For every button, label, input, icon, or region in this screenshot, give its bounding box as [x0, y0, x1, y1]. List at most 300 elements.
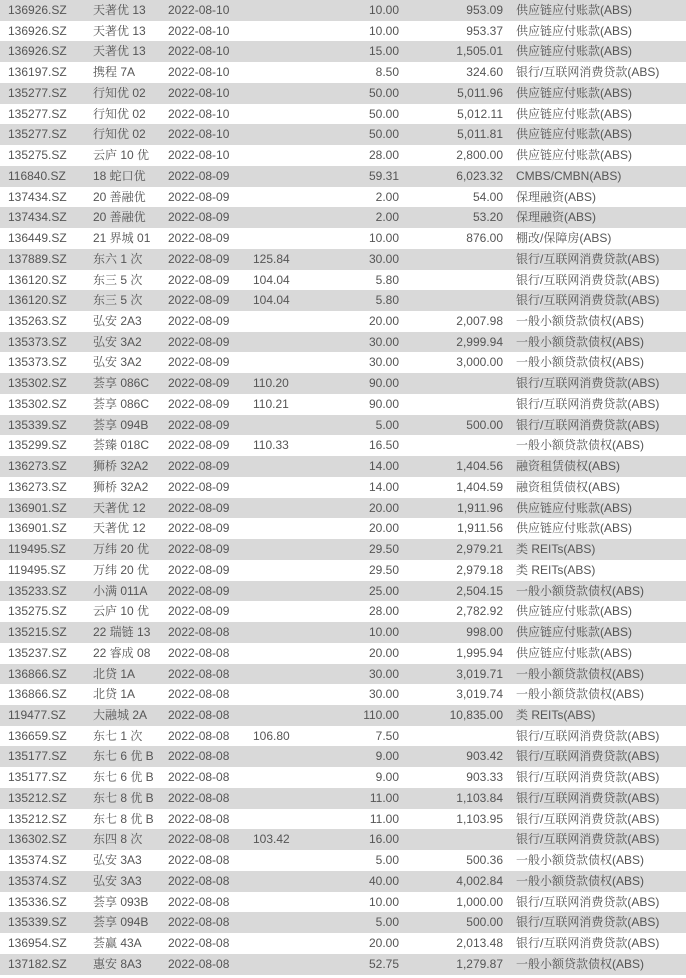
- trade-amount-cell: 59.31: [368, 168, 399, 183]
- table-row: [0, 435, 686, 456]
- trade-amount-cell: 10.00: [368, 3, 399, 17]
- trade-amount-cell: 5.80: [375, 293, 399, 308]
- bond-code-cell: 135339.SZ: [8, 915, 67, 930]
- trade-value-cell: 1,103.84: [456, 790, 503, 805]
- asset-type-cell: 一般小额贷款债权(ABS): [516, 666, 645, 681]
- table-row: [0, 746, 686, 767]
- trade-date-cell: 2022-08-09: [168, 500, 230, 515]
- trade-amount-cell: 10.00: [368, 23, 399, 38]
- asset-type-cell: 保理融资(ABS): [516, 189, 597, 204]
- asset-type-cell: 银行/互联网消费贷款(ABS): [516, 293, 660, 308]
- trade-amount-cell: 20.00: [368, 500, 399, 515]
- trade-price-cell: 125.84: [253, 251, 290, 266]
- trade-date-cell: 2022-08-10: [168, 106, 230, 121]
- trade-date-cell: 2022-08-09: [168, 604, 230, 619]
- trade-price-cell: 110.20: [253, 376, 289, 391]
- table-row: [0, 581, 686, 602]
- table-row: [0, 892, 686, 913]
- bond-name-cell: 荟臻 018C: [93, 438, 150, 453]
- table-row: [0, 829, 686, 850]
- table-row: [0, 104, 686, 125]
- table-row: [0, 332, 686, 353]
- trade-amount-cell: 25.00: [368, 583, 399, 598]
- bond-code-cell: 137182.SZ: [8, 956, 67, 971]
- asset-type-cell: 银行/互联网消费贷款(ABS): [516, 396, 660, 411]
- trade-amount-cell: 2.00: [375, 210, 399, 225]
- trade-date-cell: 2022-08-08: [168, 666, 230, 681]
- bond-code-cell: 135177.SZ: [8, 770, 67, 785]
- bond-code-cell: 136273.SZ: [8, 479, 67, 494]
- trade-amount-cell: 14.00: [368, 479, 399, 494]
- asset-type-cell: 一般小额贷款债权(ABS): [516, 438, 645, 453]
- trade-amount-cell: 11.00: [369, 790, 399, 805]
- asset-type-cell: 供应链应付账款(ABS): [516, 3, 633, 17]
- bond-name-cell: 行知优 02: [93, 106, 146, 121]
- asset-type-cell: 供应链应付账款(ABS): [516, 604, 633, 619]
- bond-code-cell: 136926.SZ: [8, 44, 67, 59]
- trade-date-cell: 2022-08-09: [168, 210, 230, 225]
- trade-price-cell: 104.04: [253, 272, 290, 287]
- trade-value-cell: 54.00: [472, 189, 503, 204]
- bond-name-cell: 云庐 10 优: [93, 148, 150, 163]
- trade-amount-cell: 30.00: [368, 687, 399, 702]
- bond-name-cell: 东六 1 次: [93, 251, 143, 266]
- asset-type-cell: 一般小额贷款债权(ABS): [516, 314, 645, 329]
- bond-code-cell: 135302.SZ: [8, 396, 67, 411]
- asset-type-cell: 银行/互联网消费贷款(ABS): [516, 749, 660, 764]
- asset-type-cell: 银行/互联网消费贷款(ABS): [516, 376, 660, 391]
- bond-name-cell: 东七 6 优 B: [93, 770, 154, 785]
- trade-date-cell: 2022-08-08: [168, 811, 230, 826]
- trade-date-cell: 2022-08-09: [168, 376, 230, 391]
- trade-price-cell: 106.80: [253, 728, 290, 743]
- bond-code-cell: 135336.SZ: [8, 894, 67, 909]
- trade-date-cell: 2022-08-08: [168, 873, 230, 888]
- bond-name-cell: 东七 6 优 B: [93, 749, 154, 764]
- trade-value-cell: 2,504.15: [456, 583, 503, 598]
- table-row: [0, 394, 686, 415]
- table-row: [0, 21, 686, 42]
- trade-amount-cell: 90.00: [368, 396, 399, 411]
- trade-value-cell: 1,404.56: [456, 459, 503, 474]
- table-row: [0, 518, 686, 539]
- bond-name-cell: 东三 5 次: [93, 272, 143, 287]
- trade-value-cell: 1,911.96: [457, 500, 503, 515]
- bond-name-cell: 荟享 086C: [93, 376, 150, 391]
- trade-value-cell: 324.60: [466, 65, 503, 80]
- trade-amount-cell: 5.00: [375, 417, 399, 432]
- asset-type-cell: CMBS/CMBN(ABS): [516, 168, 622, 183]
- trade-value-cell: 4,002.84: [456, 873, 503, 888]
- bond-name-cell: 东四 8 次: [93, 832, 143, 847]
- trade-value-cell: 3,019.74: [456, 687, 503, 702]
- asset-type-cell: 银行/互联网消费贷款(ABS): [516, 915, 660, 930]
- bond-code-cell: 135302.SZ: [8, 376, 67, 391]
- table-row: [0, 539, 686, 560]
- bond-name-cell: 大融城 2A: [93, 707, 148, 722]
- trade-price-cell: 110.21: [253, 396, 289, 411]
- trade-amount-cell: 5.00: [375, 853, 399, 868]
- bond-name-cell: 天著优 13: [93, 23, 146, 38]
- table-row: [0, 207, 686, 228]
- trade-value-cell: 2,782.92: [456, 604, 503, 619]
- table-row: [0, 124, 686, 145]
- bond-name-cell: 携程 7A: [93, 65, 136, 80]
- trade-amount-cell: 20.00: [368, 314, 399, 329]
- bond-code-cell: 135373.SZ: [8, 355, 67, 370]
- trade-value-cell: 3,000.00: [456, 355, 503, 370]
- trade-value-cell: 3,019.71: [456, 666, 503, 681]
- table-row: [0, 0, 686, 21]
- bond-name-cell: 荟享 094B: [93, 915, 149, 930]
- bond-code-cell: 137434.SZ: [8, 210, 67, 225]
- asset-type-cell: 融资租赁债权(ABS): [516, 479, 621, 494]
- bond-name-cell: 北贷 1A: [93, 666, 136, 681]
- trade-amount-cell: 30.00: [368, 251, 399, 266]
- bond-name-cell: 18 蛇口优: [93, 168, 146, 183]
- trade-date-cell: 2022-08-10: [168, 23, 230, 38]
- bond-name-cell: 弘安 3A2: [93, 355, 142, 370]
- asset-type-cell: 类 REITs(ABS): [516, 707, 596, 722]
- bond-code-cell: 136659.SZ: [8, 728, 67, 743]
- trade-amount-cell: 15.00: [368, 44, 399, 59]
- bond-name-cell: 行知优 02: [93, 127, 146, 142]
- asset-type-cell: 类 REITs(ABS): [516, 562, 596, 577]
- bond-code-cell: 136926.SZ: [8, 3, 67, 17]
- asset-type-cell: 供应链应付账款(ABS): [516, 625, 633, 640]
- bond-code-cell: 136954.SZ: [8, 936, 67, 951]
- trade-amount-cell: 10.00: [368, 231, 399, 246]
- asset-type-cell: 保理融资(ABS): [516, 210, 597, 225]
- asset-type-cell: 银行/互联网消费贷款(ABS): [516, 272, 660, 287]
- trade-amount-cell: 110.00: [363, 707, 399, 722]
- trade-amount-cell: 28.00: [368, 148, 399, 163]
- table-row: [0, 83, 686, 104]
- bond-name-cell: 天著优 12: [93, 500, 146, 515]
- table-row: [0, 477, 686, 498]
- trade-price-cell: 104.04: [253, 293, 290, 308]
- asset-type-cell: 银行/互联网消费贷款(ABS): [516, 728, 660, 743]
- trade-date-cell: 2022-08-09: [168, 334, 230, 349]
- trade-price-cell: 103.42: [253, 832, 290, 847]
- trade-value-cell: 2,979.21: [456, 542, 503, 557]
- trade-price-cell: 110.33: [253, 438, 289, 453]
- trade-value-cell: 1,103.95: [456, 811, 503, 826]
- trade-amount-cell: 29.50: [368, 542, 399, 557]
- trade-value-cell: 5,011.81: [457, 127, 503, 142]
- asset-type-cell: 一般小额贷款债权(ABS): [516, 956, 645, 971]
- bond-code-cell: 119495.SZ: [8, 562, 66, 577]
- bond-name-cell: 天著优 13: [93, 3, 146, 17]
- trade-value-cell: 2,979.18: [456, 562, 503, 577]
- bond-name-cell: 弘安 2A3: [93, 314, 142, 329]
- bond-name-cell: 21 界城 01: [93, 231, 151, 246]
- trade-value-cell: 1,911.56: [457, 521, 503, 536]
- table-row: [0, 767, 686, 788]
- table-row: [0, 643, 686, 664]
- trade-value-cell: 1,279.87: [456, 956, 503, 971]
- bond-code-cell: 135215.SZ: [8, 625, 67, 640]
- trade-amount-cell: 7.50: [375, 728, 399, 743]
- bond-code-cell: 136901.SZ: [8, 521, 67, 536]
- trade-amount-cell: 16.50: [368, 438, 399, 453]
- trade-date-cell: 2022-08-09: [168, 168, 230, 183]
- trade-value-cell: 500.00: [466, 915, 503, 930]
- bond-name-cell: 小满 011A: [93, 583, 148, 598]
- bond-name-cell: 弘安 3A3: [93, 873, 142, 888]
- trade-date-cell: 2022-08-09: [168, 314, 230, 329]
- trade-date-cell: 2022-08-09: [168, 542, 230, 557]
- trade-amount-cell: 10.00: [368, 894, 399, 909]
- trade-date-cell: 2022-08-08: [168, 915, 230, 930]
- bond-name-cell: 天著优 12: [93, 521, 146, 536]
- bond-name-cell: 20 善融优: [93, 210, 146, 225]
- table-row: [0, 560, 686, 581]
- bond-code-cell: 135277.SZ: [8, 127, 67, 142]
- trade-amount-cell: 16.00: [368, 832, 399, 847]
- bond-name-cell: 北贷 1A: [93, 687, 136, 702]
- trade-date-cell: 2022-08-08: [168, 894, 230, 909]
- trade-date-cell: 2022-08-08: [168, 956, 230, 971]
- bond-name-cell: 东七 8 优 B: [93, 811, 154, 826]
- asset-type-cell: 银行/互联网消费贷款(ABS): [516, 936, 660, 951]
- trade-value-cell: 953.37: [466, 23, 503, 38]
- trade-amount-cell: 30.00: [368, 355, 399, 370]
- asset-type-cell: 供应链应付账款(ABS): [516, 148, 633, 163]
- trade-date-cell: 2022-08-09: [168, 459, 230, 474]
- table-row: [0, 145, 686, 166]
- bond-code-cell: 136273.SZ: [8, 459, 67, 474]
- bond-name-cell: 弘安 3A3: [93, 853, 142, 868]
- trade-date-cell: 2022-08-10: [168, 44, 230, 59]
- bond-code-cell: 135177.SZ: [8, 749, 67, 764]
- bond-code-cell: 135277.SZ: [8, 106, 67, 121]
- bond-code-cell: 136302.SZ: [8, 832, 67, 847]
- trade-amount-cell: 20.00: [368, 645, 399, 660]
- table-row: [0, 498, 686, 519]
- bond-name-cell: 狮桥 32A2: [93, 459, 149, 474]
- bond-name-cell: 荟享 094B: [93, 417, 149, 432]
- trade-date-cell: 2022-08-08: [168, 832, 230, 847]
- asset-type-cell: 融资租赁债权(ABS): [516, 459, 621, 474]
- bond-code-cell: 136120.SZ: [8, 272, 67, 287]
- asset-type-cell: 供应链应付账款(ABS): [516, 85, 633, 100]
- table-row: [0, 373, 686, 394]
- trade-value-cell: 2,999.94: [456, 334, 503, 349]
- trade-amount-cell: 50.00: [368, 85, 399, 100]
- trade-amount-cell: 50.00: [368, 127, 399, 142]
- table-row: [0, 62, 686, 83]
- trade-date-cell: 2022-08-08: [168, 625, 230, 640]
- trade-amount-cell: 52.75: [368, 956, 399, 971]
- table-row: [0, 684, 686, 705]
- table-row: [0, 41, 686, 62]
- bond-code-cell: 135374.SZ: [8, 853, 67, 868]
- asset-type-cell: 棚改/保障房(ABS): [516, 231, 612, 246]
- trade-amount-cell: 40.00: [368, 873, 399, 888]
- bond-name-cell: 东七 1 次: [93, 728, 143, 743]
- asset-type-cell: 银行/互联网消费贷款(ABS): [516, 251, 660, 266]
- table-row: [0, 705, 686, 726]
- trade-amount-cell: 29.50: [368, 562, 399, 577]
- trade-date-cell: 2022-08-09: [168, 189, 230, 204]
- trade-amount-cell: 20.00: [368, 521, 399, 536]
- trade-value-cell: 53.20: [472, 210, 503, 225]
- trade-date-cell: 2022-08-09: [168, 272, 230, 287]
- trade-amount-cell: 30.00: [368, 334, 399, 349]
- asset-type-cell: 供应链应付账款(ABS): [516, 127, 633, 142]
- trade-amount-cell: 10.00: [368, 625, 399, 640]
- bond-code-cell: 136197.SZ: [8, 65, 67, 80]
- bond-name-cell: 22 睿成 08: [93, 645, 151, 660]
- trade-date-cell: 2022-08-10: [168, 3, 230, 17]
- trade-date-cell: 2022-08-08: [168, 790, 230, 805]
- table-row: [0, 601, 686, 622]
- bond-code-cell: 135263.SZ: [8, 314, 67, 329]
- table-row: [0, 290, 686, 311]
- table-row: [0, 726, 686, 747]
- trade-amount-cell: 28.00: [368, 604, 399, 619]
- bond-code-cell: 136901.SZ: [8, 500, 67, 515]
- table-row: [0, 622, 686, 643]
- trade-date-cell: 2022-08-09: [168, 521, 230, 536]
- table-row: [0, 954, 686, 975]
- trade-date-cell: 2022-08-09: [168, 562, 230, 577]
- bond-name-cell: 20 善融优: [93, 189, 146, 204]
- trade-amount-cell: 50.00: [368, 106, 399, 121]
- trade-value-cell: 500.00: [466, 417, 503, 432]
- trade-amount-cell: 2.00: [375, 189, 399, 204]
- bond-name-cell: 22 瑞链 13: [93, 625, 151, 640]
- table-row: [0, 228, 686, 249]
- bond-name-cell: 行知优 02: [93, 85, 146, 100]
- table-row: [0, 415, 686, 436]
- bond-code-cell: 135299.SZ: [8, 438, 67, 453]
- bond-code-cell: 116840.SZ: [8, 168, 66, 183]
- asset-type-cell: 银行/互联网消费贷款(ABS): [516, 65, 660, 80]
- asset-type-cell: 供应链应付账款(ABS): [516, 44, 633, 59]
- trade-date-cell: 2022-08-09: [168, 355, 230, 370]
- trade-date-cell: 2022-08-09: [168, 479, 230, 494]
- bond-name-cell: 惠安 8A3: [93, 956, 142, 971]
- bond-name-cell: 云庐 10 优: [93, 604, 150, 619]
- trade-date-cell: 2022-08-09: [168, 438, 230, 453]
- asset-type-cell: 一般小额贷款债权(ABS): [516, 334, 645, 349]
- bond-code-cell: 135339.SZ: [8, 417, 67, 432]
- trade-date-cell: 2022-08-08: [168, 770, 230, 785]
- bond-name-cell: 弘安 3A2: [93, 334, 142, 349]
- trade-value-cell: 2,013.48: [456, 936, 503, 951]
- trade-value-cell: 5,011.96: [457, 85, 503, 100]
- trade-amount-cell: 20.00: [368, 936, 399, 951]
- trade-date-cell: 2022-08-08: [168, 749, 230, 764]
- trade-value-cell: 998.00: [466, 625, 503, 640]
- table-row: [0, 933, 686, 954]
- bond-name-cell: 天著优 13: [93, 44, 146, 59]
- table-row: [0, 850, 686, 871]
- trade-date-cell: 2022-08-10: [168, 85, 230, 100]
- asset-type-cell: 银行/互联网消费贷款(ABS): [516, 790, 660, 805]
- bond-code-cell: 119495.SZ: [8, 542, 66, 557]
- trade-amount-cell: 5.80: [375, 272, 399, 287]
- trade-date-cell: 2022-08-08: [168, 728, 230, 743]
- table-row: [0, 664, 686, 685]
- bond-code-cell: 137889.SZ: [8, 251, 67, 266]
- bond-code-cell: 137434.SZ: [8, 189, 67, 204]
- table-row: [0, 166, 686, 187]
- asset-type-cell: 银行/互联网消费贷款(ABS): [516, 417, 660, 432]
- trade-date-cell: 2022-08-09: [168, 251, 230, 266]
- bond-name-cell: 荟享 086C: [93, 396, 150, 411]
- bond-name-cell: 万纬 20 优: [93, 562, 150, 577]
- bond-code-cell: 136449.SZ: [8, 231, 67, 246]
- trade-amount-cell: 9.00: [375, 770, 399, 785]
- asset-type-cell: 银行/互联网消费贷款(ABS): [516, 894, 660, 909]
- trade-date-cell: 2022-08-10: [168, 148, 230, 163]
- table-row: [0, 249, 686, 270]
- trade-value-cell: 1,505.01: [456, 44, 503, 59]
- table-row: [0, 788, 686, 809]
- trade-amount-cell: 90.00: [368, 376, 399, 391]
- bond-code-cell: 135212.SZ: [8, 790, 67, 805]
- trade-value-cell: 2,007.98: [456, 314, 503, 329]
- asset-type-cell: 银行/互联网消费贷款(ABS): [516, 811, 660, 826]
- bond-name-cell: 荟享 093B: [93, 894, 149, 909]
- bond-name-cell: 万纬 20 优: [93, 542, 150, 557]
- trade-date-cell: 2022-08-10: [168, 127, 230, 142]
- bond-code-cell: 135275.SZ: [8, 604, 67, 619]
- trade-date-cell: 2022-08-08: [168, 853, 230, 868]
- trade-value-cell: 10,835.00: [449, 707, 503, 722]
- bond-code-cell: 136120.SZ: [8, 293, 67, 308]
- bond-code-cell: 135212.SZ: [8, 811, 67, 826]
- trade-date-cell: 2022-08-09: [168, 417, 230, 432]
- trade-amount-cell: 11.00: [369, 811, 399, 826]
- trade-date-cell: 2022-08-09: [168, 231, 230, 246]
- asset-type-cell: 银行/互联网消费贷款(ABS): [516, 770, 660, 785]
- asset-type-cell: 一般小额贷款债权(ABS): [516, 583, 645, 598]
- bond-code-cell: 136866.SZ: [8, 687, 67, 702]
- trade-value-cell: 1,000.00: [456, 894, 503, 909]
- asset-type-cell: 类 REITs(ABS): [516, 542, 596, 557]
- bond-code-cell: 119477.SZ: [8, 707, 66, 722]
- asset-type-cell: 供应链应付账款(ABS): [516, 106, 633, 121]
- trade-date-cell: 2022-08-08: [168, 936, 230, 951]
- bond-name-cell: 狮桥 32A2: [93, 479, 149, 494]
- table-row: [0, 187, 686, 208]
- trade-value-cell: 5,012.11: [457, 106, 503, 121]
- table-row: [0, 270, 686, 291]
- trade-amount-cell: 5.00: [375, 915, 399, 930]
- trade-date-cell: 2022-08-10: [168, 65, 230, 80]
- bond-code-cell: 135275.SZ: [8, 148, 67, 163]
- asset-type-cell: 一般小额贷款债权(ABS): [516, 687, 645, 702]
- trade-date-cell: 2022-08-08: [168, 645, 230, 660]
- trade-value-cell: 6,023.32: [456, 168, 503, 183]
- asset-type-cell: 供应链应付账款(ABS): [516, 500, 633, 515]
- trade-date-cell: 2022-08-08: [168, 707, 230, 722]
- trade-value-cell: 2,800.00: [456, 148, 503, 163]
- table-row: [0, 912, 686, 933]
- table-row: [0, 352, 686, 373]
- trade-value-cell: 500.36: [466, 853, 503, 868]
- asset-type-cell: 一般小额贷款债权(ABS): [516, 355, 645, 370]
- trade-amount-cell: 14.00: [368, 459, 399, 474]
- bond-name-cell: 荟赢 43A: [93, 936, 142, 951]
- asset-type-cell: 供应链应付账款(ABS): [516, 23, 633, 38]
- bond-code-cell: 136866.SZ: [8, 666, 67, 681]
- trade-amount-cell: 30.00: [368, 666, 399, 681]
